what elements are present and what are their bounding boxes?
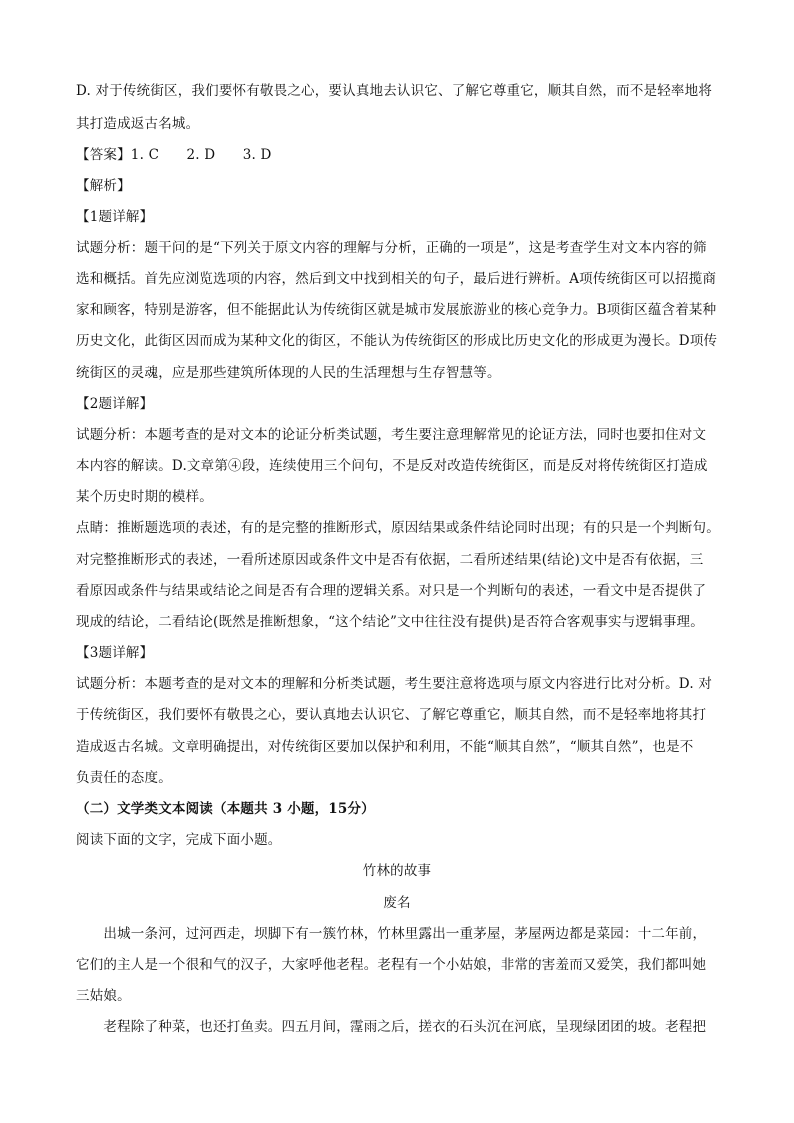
text-line: 三姑娘。 [76, 988, 131, 1004]
text-line: 阅读下面的文字，完成下面小题。 [76, 832, 282, 848]
text-line: 统街区的灵魂，应是那些建筑所体现的人民的生活理想与生存智慧等。 [76, 365, 501, 381]
section-title: （二）文学类文本阅读（本题共 3 小题，15分） [76, 801, 375, 817]
text-line: 它们的主人是一个很和气的汉子，大家呼他老程。老程有一个小姑娘，非常的害羞而又爱笑，我们都叫她 [76, 957, 707, 973]
story-title: 竹林的故事 [362, 863, 432, 879]
section-heading: 【3题详解】 [76, 645, 154, 661]
text-line: 于传统街区，我们要怀有敬畏之心，要认真地去认识它、了解它尊重它，顺其自然，而不是轻率地将其打 [76, 707, 707, 723]
section-heading: 【1题详解】 [76, 209, 154, 225]
text-line: 家和顾客，特别是游客，但不能据此认为传统街区就是城市发展旅游业的核心竞争力。B项街区蕴含着某种 [76, 302, 717, 318]
text-line: 现成的结论，二看结论(既然是推断想象，“这个结论”文中往往没有提供)是否符合客观事实与逻辑事理。 [76, 614, 704, 630]
text-line: 选和概括。首先应浏览选项的内容，然后到文中找到相关的句子，最后进行辨析。A项传统街区可以招揽商 [76, 271, 717, 287]
text-line: 试题分析：题干问的是“下列关于原文内容的理解与分析，正确的一项是”，这是考查学生对文本内容的筛 [76, 240, 707, 256]
text-line: 对完整推断形式的表述，一看所述原因或条件文中是否有依据，二看所述结果(结论)文中是否有依据，三 [76, 552, 704, 568]
text-line: 试题分析：本题考查的是对文本的理解和分析类试题，考生要注意将选项与原文内容进行比对分析。D. 对 [76, 676, 713, 692]
text-line: 造成返古名城。文章明确提出，对传统街区要加以保护和利用，不能“顺其自然”，“顺其自然”，也是不 [76, 739, 694, 755]
text-line: 老程除了种菜，也还打鱼卖。四五月间，霪雨之后，搓衣的石头沉在河底，呈现绿团团的坡。老程把 [76, 1019, 707, 1035]
section-heading: 【解析】 [76, 178, 131, 194]
text-line: 其打造成返古名城。 [76, 116, 200, 132]
text-line: 某个历史时期的模样。 [76, 489, 213, 505]
text-line: 本内容的解读。D.文章第④段，连续使用三个问句，不是反对改造传统街区，而是反对将传统街区打造成 [76, 458, 708, 474]
text-line: 点睛：推断题选项的表述，有的是完整的推断形式，原因结果或条件结论同时出现；有的只是一个判断句。 [76, 520, 720, 536]
text-line: 历史文化，此街区因而成为某种文化的街区，不能认为传统街区的形成比历史文化的形成更为漫长。D项传 [76, 333, 718, 349]
text-line: D. 对于传统街区，我们要怀有敬畏之心，要认真地去认识它、了解它尊重它，顺其自然，而不是轻率地将 [76, 83, 713, 99]
text-line: 出城一条河，过河西走，坝脚下有一簇竹林，竹林里露出一重茅屋，茅屋两边都是菜园：十二年前， [76, 926, 707, 942]
text-line: 试题分析：本题考查的是对文本的论证分析类试题，考生要注意理解常见的论证方法，同时也要扣住对文 [76, 427, 707, 443]
section-heading: 【2题详解】 [76, 396, 154, 412]
story-author: 废名 [383, 895, 411, 911]
text-line: 负责任的态度。 [76, 770, 172, 786]
text-line: 看原因或条件与结果或结论之间是否有合理的逻辑关系。对只是一个判断句的表述，一看文中是否提供了 [76, 583, 707, 599]
answer-line: 【答案】1. C 2. D 3. D [76, 147, 272, 163]
